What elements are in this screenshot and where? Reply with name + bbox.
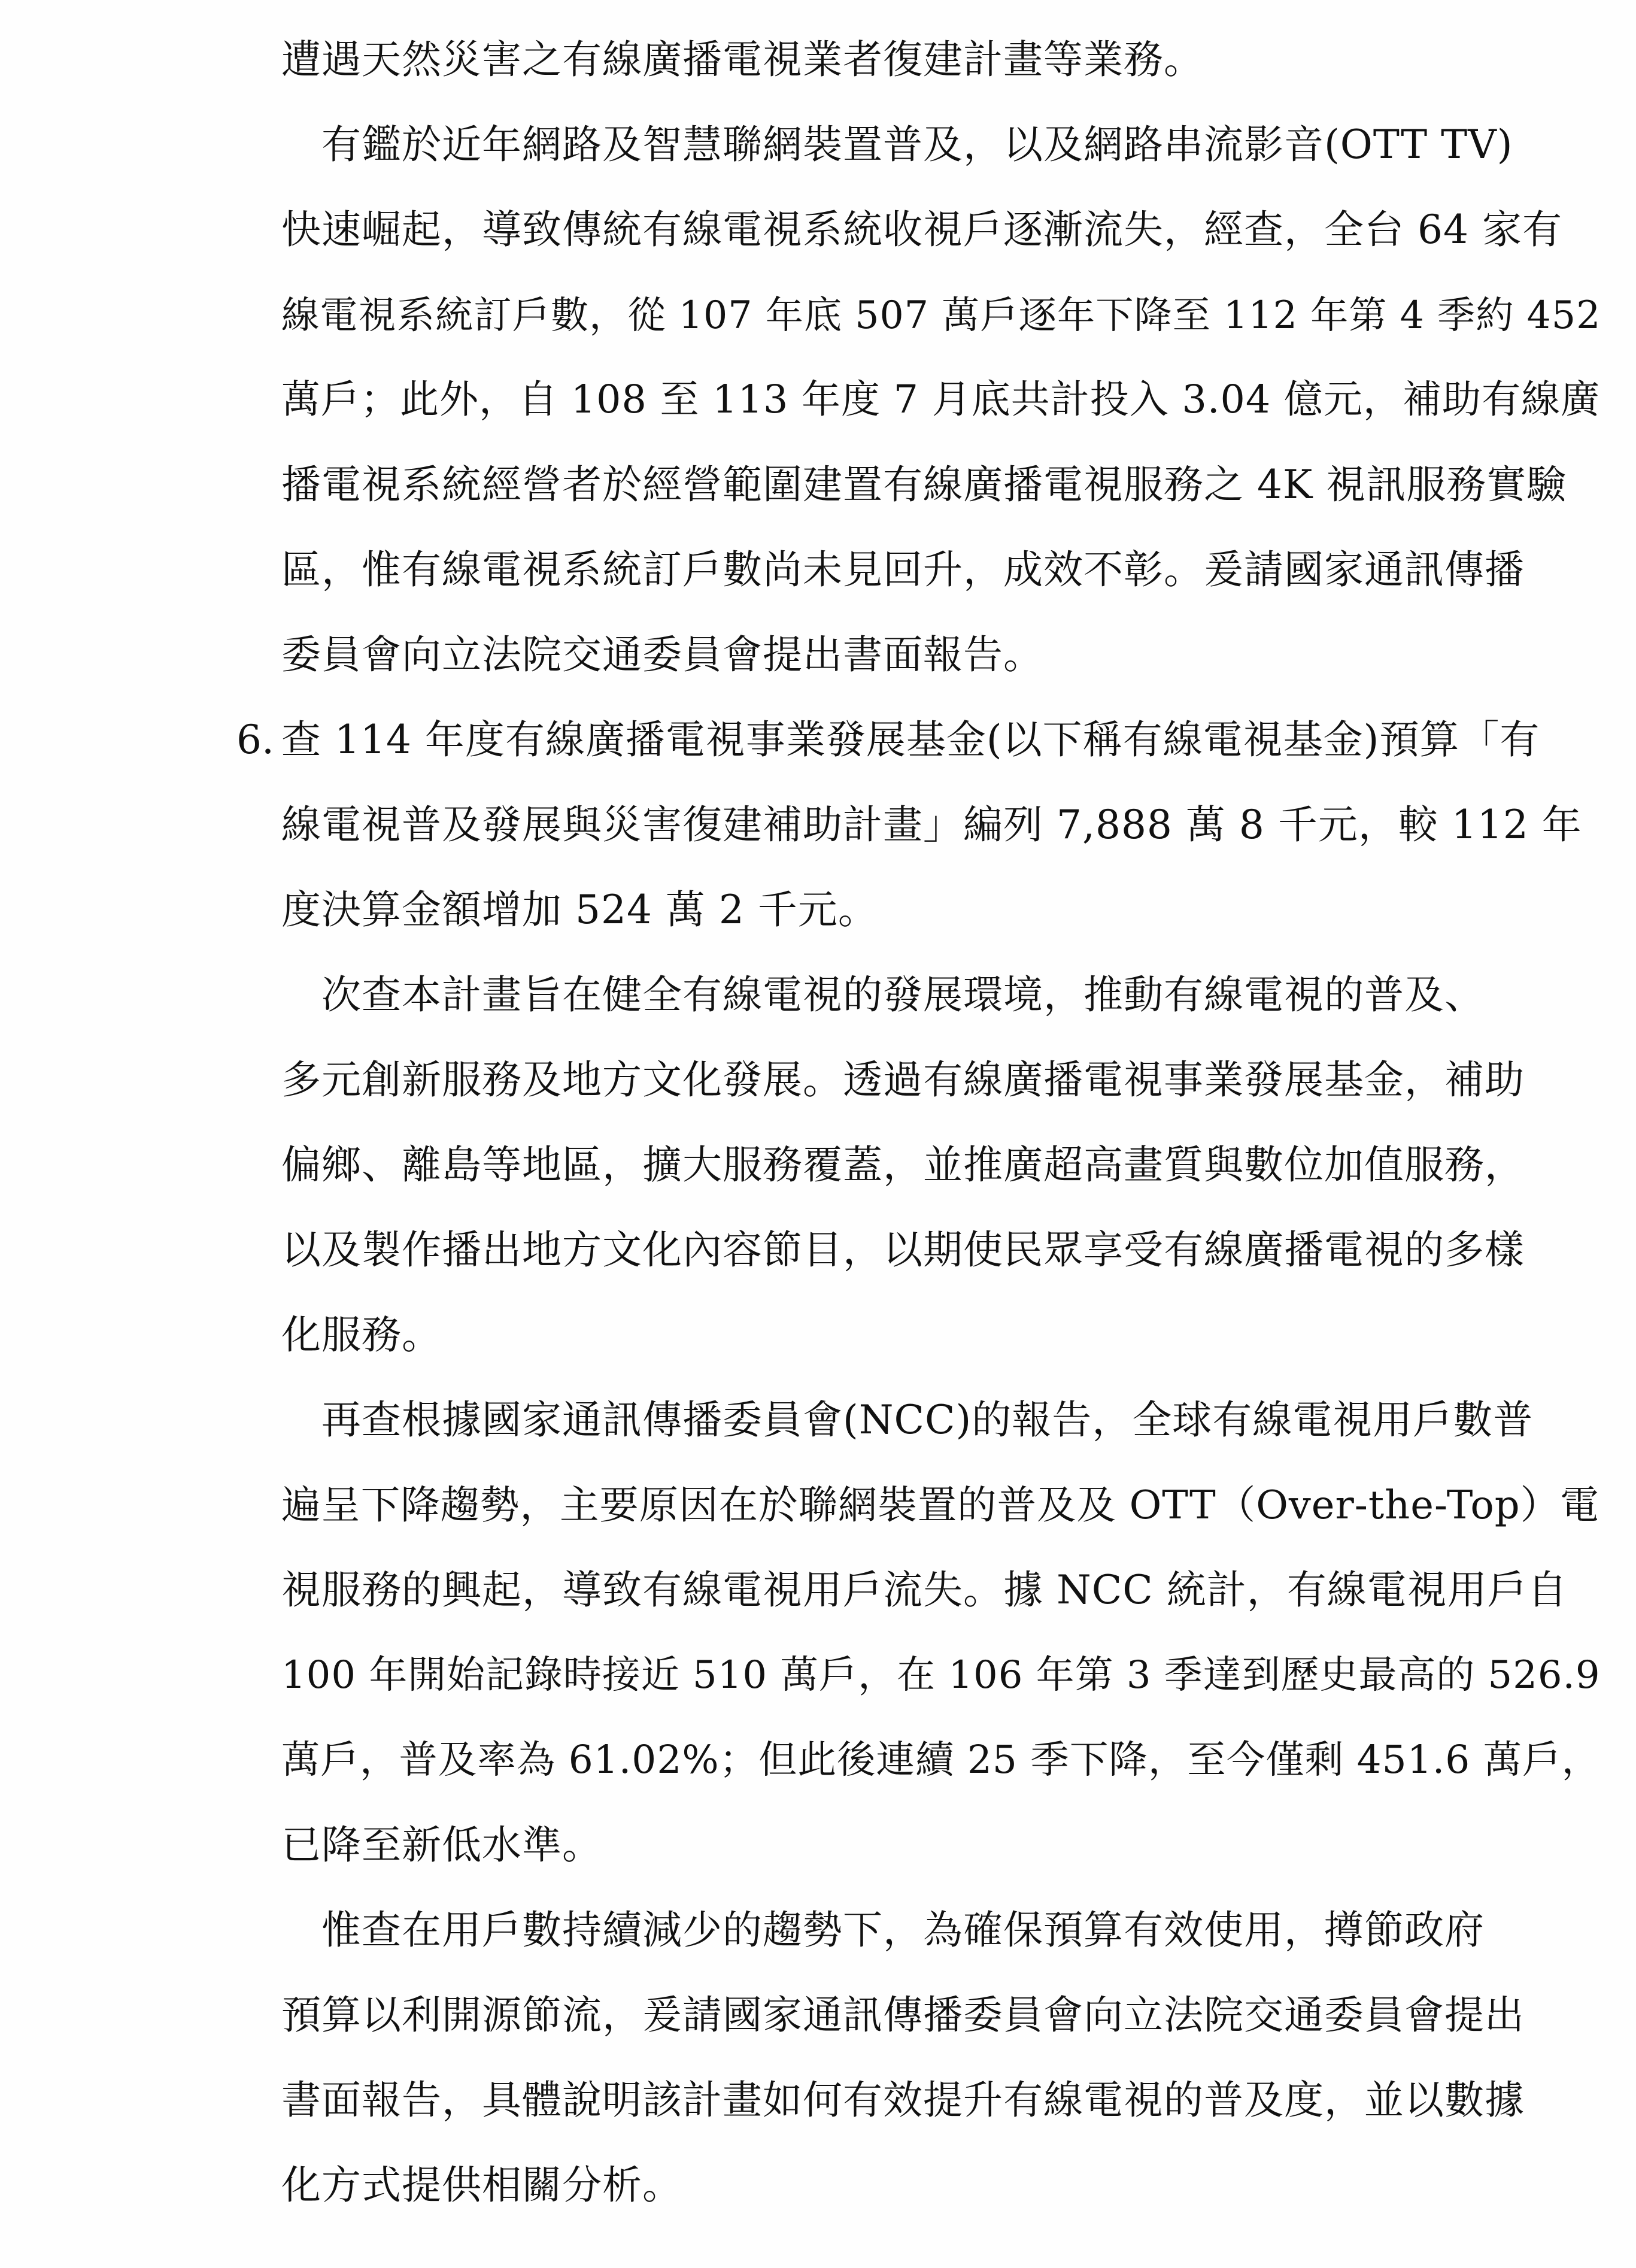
text-line: 多元創新服務及地方文化發展。透過有線廣播電視事業發展基金，補助 xyxy=(281,1057,1525,1103)
text-line: 委員會向立法院交通委員會提出書面報告。 xyxy=(281,632,1043,678)
text-line: 以及製作播出地方文化內容節目，以期使民眾享受有線廣播電視的多樣 xyxy=(281,1227,1525,1273)
text-line: 惟查在用戶數持續減少的趨勢下，為確保預算有效使用，撙節政府 xyxy=(281,1907,1485,1953)
text-line: 化服務。 xyxy=(281,1312,442,1358)
text-line: 區，惟有線電視系統訂戶數尚未見回升，成效不彰。爰請國家通訊傳播 xyxy=(281,547,1525,593)
text-line: 書面報告，具體說明該計畫如何有效提升有線電視的普及度，並以數據 xyxy=(281,2077,1525,2123)
text-line: 播電視系統經營者於經營範圍建置有線廣播電視服務之 4K 視訊服務實驗 xyxy=(281,462,1567,508)
text-line: 化方式提供相關分析。 xyxy=(281,2162,682,2208)
text-line: 快速崛起，導致傳統有線電視系統收視戶逐漸流失，經查，全台 64 家有 xyxy=(281,207,1562,253)
text-line: 查 114 年度有線廣播電視事業發展基金(以下稱有線電視基金)預算「有 xyxy=(281,717,1540,763)
text-line: 遭遇天然災害之有線廣播電視業者復建計畫等業務。 xyxy=(281,37,1204,83)
text-line: 線電視普及發展與災害復建補助計畫」編列 7,888 萬 8 千元，較 112 年 xyxy=(281,802,1582,848)
text-line: 已降至新低水準。 xyxy=(281,1822,602,1868)
text-line: 次查本計畫旨在健全有線電視的發展環境，推動有線電視的普及、 xyxy=(281,972,1485,1018)
text-line: 再查根據國家通訊傳播委員會(NCC)的報告，全球有線電視用戶數普 xyxy=(281,1397,1534,1443)
item-number: 6. xyxy=(236,717,274,763)
text-line: 偏鄉、離島等地區，擴大服務覆蓋，並推廣超高畫質與數位加值服務， xyxy=(281,1142,1525,1188)
text-line: 預算以利開源節流，爰請國家通訊傳播委員會向立法院交通委員會提出 xyxy=(281,1992,1525,2038)
text-line: 萬戶；此外，自 108 至 113 年度 7 月底共計投入 3.04 億元，補助有線廣 xyxy=(281,377,1601,422)
text-line: 視服務的興起，導致有線電視用戶流失。據 NCC 統計，有線電視用戶自 xyxy=(281,1567,1568,1613)
text-line: 遍呈下降趨勢，主要原因在於聯網裝置的普及及 OTT（Over-the-Top）電 xyxy=(281,1482,1600,1528)
text-line: 度決算金額增加 524 萬 2 千元。 xyxy=(281,887,878,933)
text-line: 有鑑於近年網路及智慧聯網裝置普及，以及網路串流影音(OTT TV) xyxy=(281,122,1513,168)
text-line: 萬戶，普及率為 61.02%；但此後連續 25 季下降，至今僅剩 451.6 萬戶， xyxy=(281,1738,1601,1782)
text-line: 100 年開始記錄時接近 510 萬戶，在 106 年第 3 季達到歷史最高的 526.9 xyxy=(281,1653,1601,1697)
text-line: 線電視系統訂戶數，從 107 年底 507 萬戶逐年下降至 112 年第 4 季約 452 xyxy=(281,293,1601,337)
